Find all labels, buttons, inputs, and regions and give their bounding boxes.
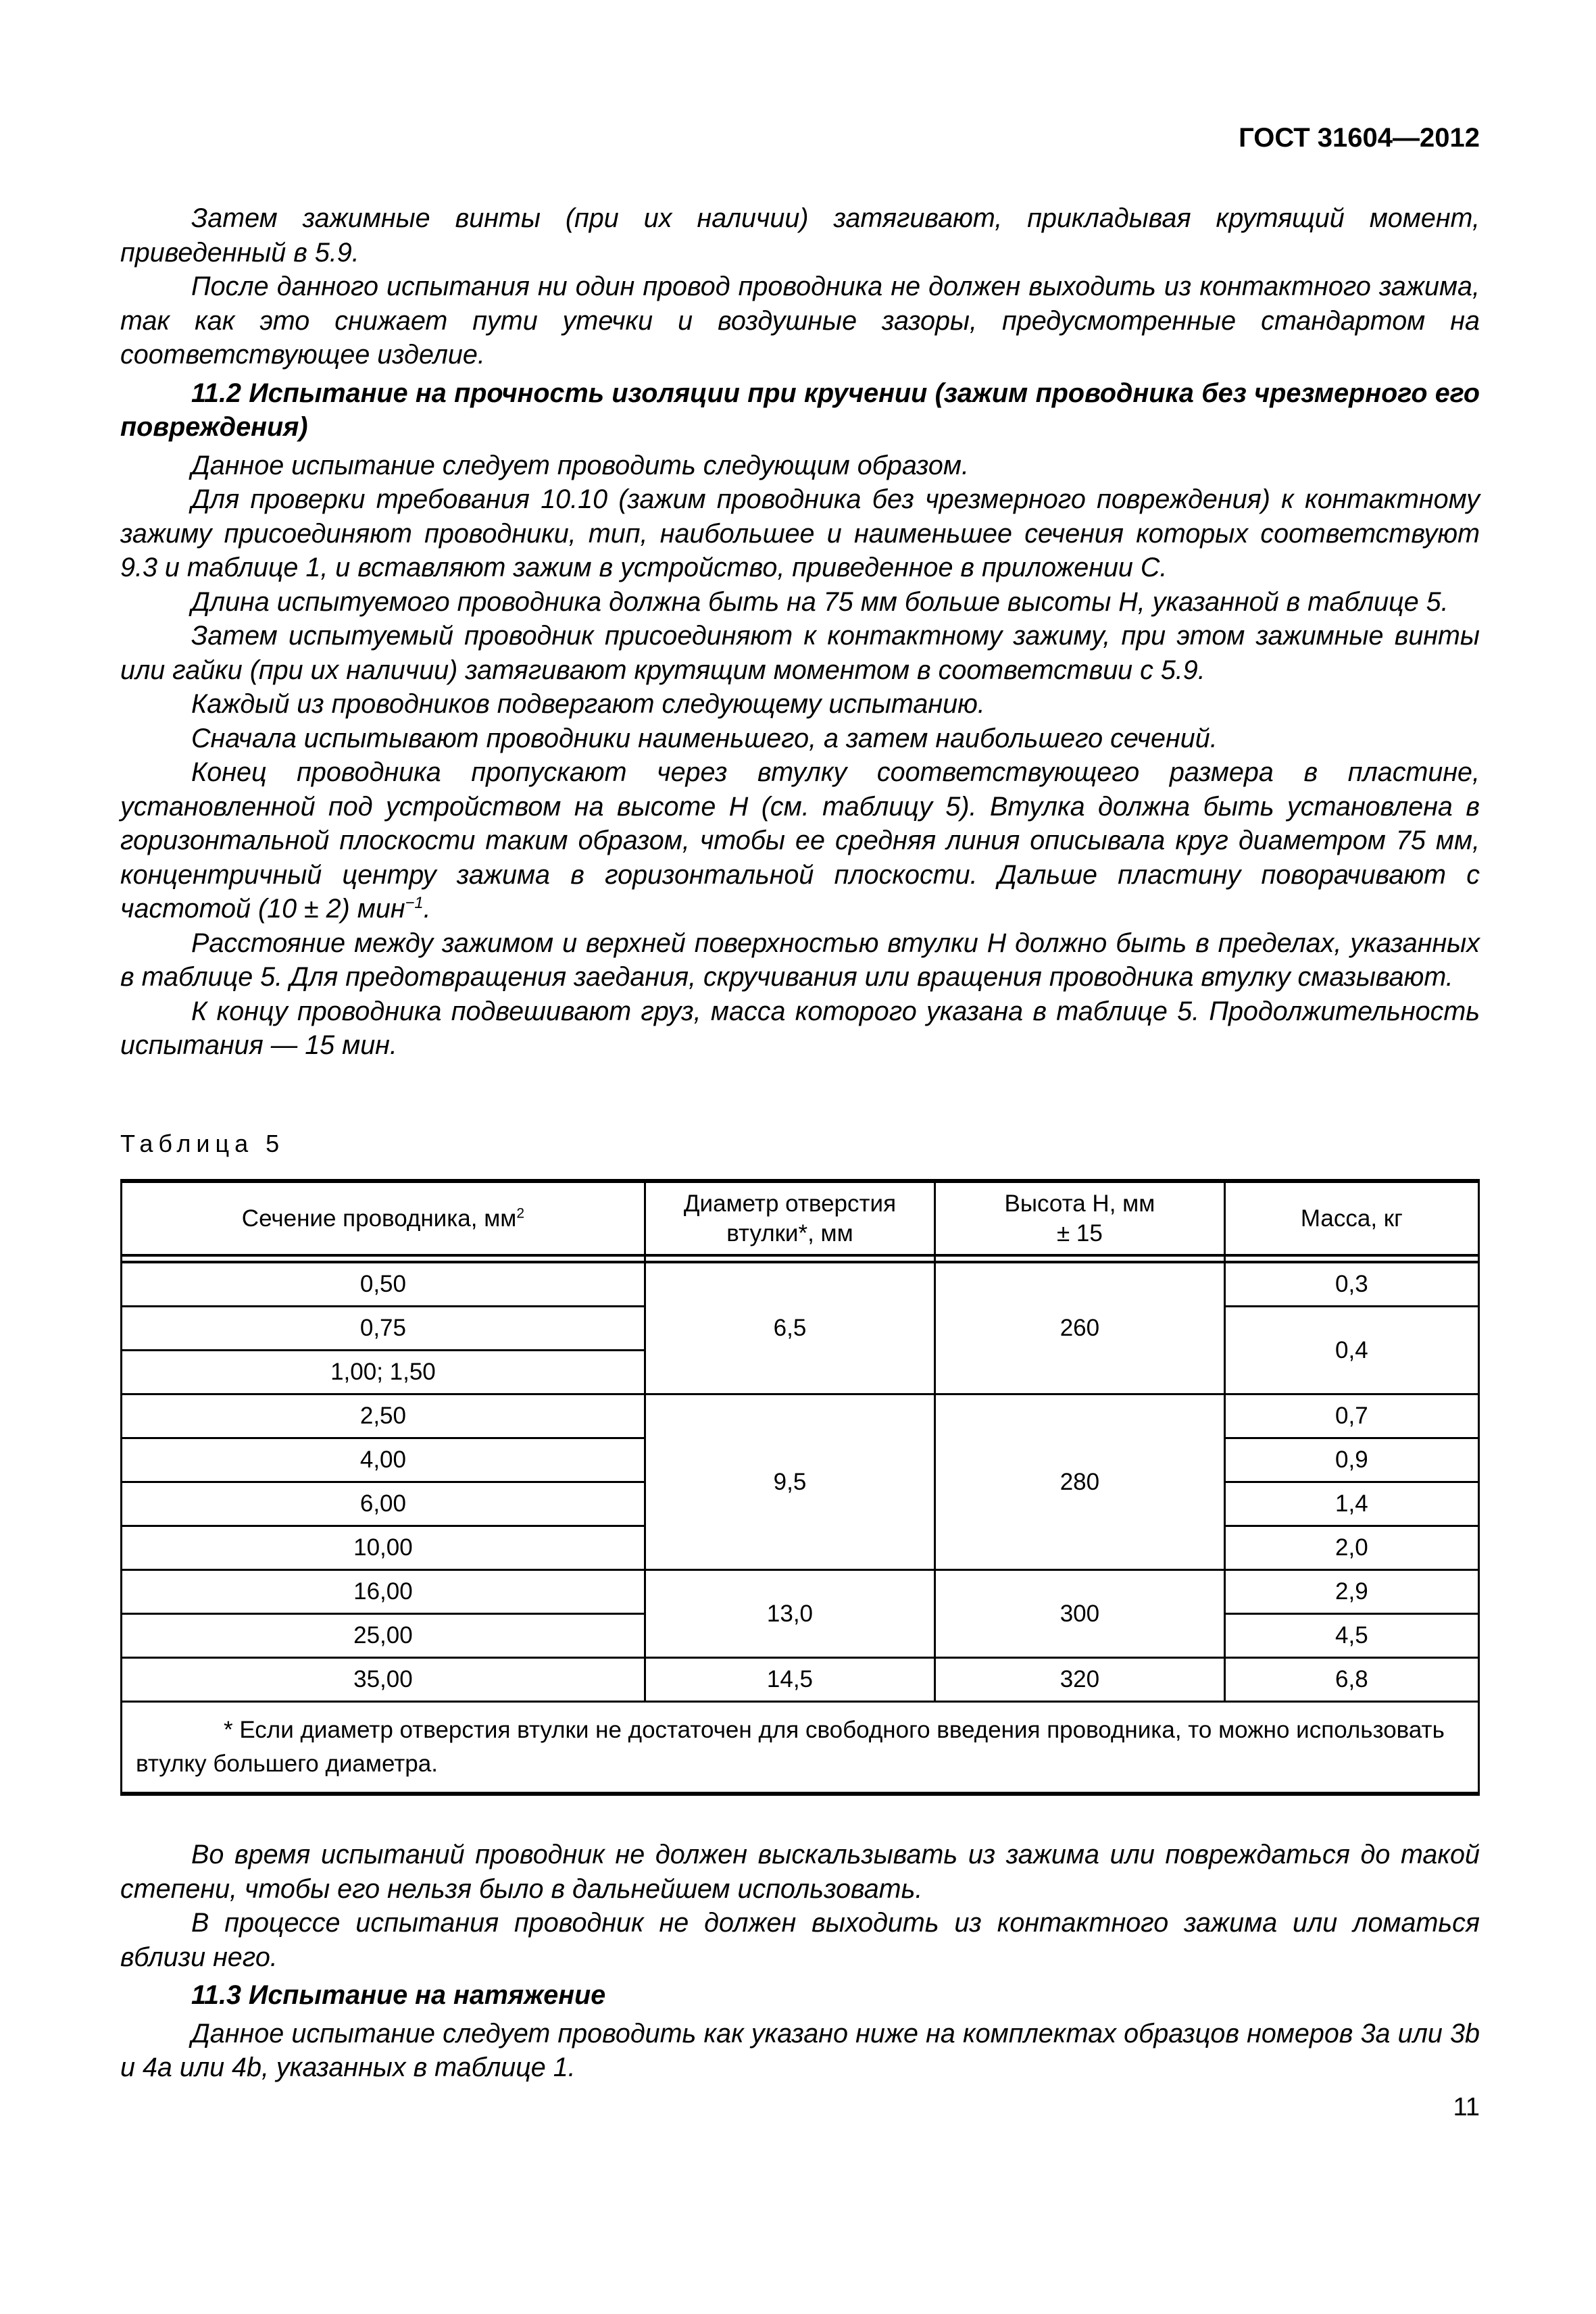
- separator-cell: [122, 1255, 645, 1262]
- header-section-label: Сечение проводника, мм: [241, 1205, 517, 1232]
- paragraph: Длина испытуемого проводника должна быть на 75 мм больше высоты Н, указанной в таблице 5.: [191, 586, 1449, 617]
- section-heading-11-3: 11.3 Испытание на натяжение: [191, 1980, 606, 2010]
- cell-diameter: 13,0: [645, 1570, 934, 1658]
- cell-mass: 0,7: [1224, 1394, 1478, 1438]
- cell-height: 260: [935, 1262, 1225, 1394]
- cell-height: 300: [935, 1570, 1225, 1658]
- paragraph: К концу проводника подвешивают груз, масса которого указана в таблице 5. Продолжительность испытания — 15 мин.: [120, 996, 1480, 1060]
- cell-section: 0,50: [122, 1262, 645, 1307]
- table-footnote: [122, 1702, 1479, 1794]
- paragraph-text: Конец проводника пропускают через втулку соответствующего размера в пластине, установленной под устройством на высоте Н (см. таблицу 5). Втулка должна быть установлена в горизонтальной плоскости таким образом, чтобы ее средняя линия описывала круг диаметром 75 мм, концентричный центру зажима в горизонтальной плоскости. Дальше пластину поворачивают с частотой (10 ± 2) мин: [120, 757, 1480, 924]
- cell-section: 1,00; 1,50: [122, 1351, 645, 1394]
- table-row: [122, 1658, 1479, 1702]
- cell-section: 35,00: [122, 1658, 645, 1702]
- cell-section: 4,00: [122, 1438, 645, 1482]
- cell-height: 320: [935, 1658, 1225, 1702]
- cell-section: 10,00: [122, 1526, 645, 1570]
- document-code-header: ГОСТ 31604—2012: [1239, 123, 1480, 153]
- paragraph: Данное испытание следует проводить следующим образом.: [191, 450, 969, 480]
- cell-mass: 0,3: [1224, 1262, 1478, 1307]
- table-header-row: [122, 1181, 1479, 1255]
- separator-cell: [1224, 1255, 1478, 1262]
- cell-height: 280: [935, 1394, 1225, 1570]
- cell-mass: 2,0: [1224, 1526, 1478, 1570]
- superscript: 2: [516, 1205, 525, 1221]
- cell-diameter: 14,5: [645, 1658, 934, 1702]
- cell-section: 6,00: [122, 1482, 645, 1526]
- header-diameter-line2: втулки*, мм: [726, 1219, 853, 1247]
- separator-cell: [935, 1255, 1225, 1262]
- cell-mass: 1,4: [1224, 1482, 1478, 1526]
- table-5: [120, 1179, 1480, 1796]
- cell-section: 16,00: [122, 1570, 645, 1614]
- paragraph: После данного испытания ни один провод проводника не должен выходить из контактного зажима, так как это снижает пути утечки и воздушные зазоры, предусмотренные стандартом на соответствующее изделие.: [120, 272, 1480, 370]
- header-section: [122, 1181, 645, 1255]
- paragraph: [120, 755, 1480, 926]
- page-number: 11: [1453, 2093, 1480, 2121]
- header-height-line2: ± 15: [1056, 1219, 1103, 1247]
- cell-section: 0,75: [122, 1307, 645, 1351]
- header-diameter: [645, 1181, 934, 1255]
- paragraph-end: .: [423, 894, 431, 924]
- cell-diameter: 6,5: [645, 1262, 934, 1394]
- table-row: [122, 1570, 1479, 1614]
- paragraph: Затем зажимные винты (при их наличии) затягивают, прикладывая крутящий момент, приведенный в 5.9.: [120, 203, 1480, 268]
- body-text-lower: [120, 1838, 1480, 2085]
- paragraph: Затем испытуемый проводник присоединяют к контактному зажиму, при этом зажимные винты или гайки (при их наличии) затягивают крутящим моментом в соответствии с 5.9.: [120, 621, 1480, 685]
- header-separator: [122, 1255, 1479, 1262]
- paragraph: Каждый из проводников подвергают следующему испытанию.: [191, 689, 985, 719]
- table-row: [122, 1262, 1479, 1307]
- footnote-text: * Если диаметр отверстия втулки не достаточен для свободного введения проводника, то можно использовать втулку большего диаметра.: [136, 1717, 1445, 1777]
- header-mass: Масса, кг: [1224, 1181, 1478, 1255]
- paragraph: Расстояние между зажимом и верхней поверхностью втулки Н должно быть в пределах, указанных в таблице 5. Для предотвращения заедания, скручивания или вращения проводника втулку смазывают.: [120, 928, 1480, 992]
- paragraph: Сначала испытывают проводники наименьшего, а затем наибольшего сечений.: [191, 723, 1218, 753]
- paragraph: Данное испытание следует проводить как указано ниже на комплектах образцов номеров 3а или 3b и 4а или 4b, указанных в таблице 1.: [120, 2018, 1480, 2082]
- cell-mass: 2,9: [1224, 1570, 1478, 1614]
- cell-mass: 0,9: [1224, 1438, 1478, 1482]
- cell-diameter: 9,5: [645, 1394, 934, 1570]
- cell-mass: 0,4: [1224, 1307, 1478, 1394]
- table-footnote-row: [122, 1702, 1479, 1794]
- body-text-upper: [120, 201, 1480, 1063]
- superscript: −1: [405, 894, 424, 912]
- paragraph: Для проверки требования 10.10 (зажим проводника без чрезмерного повреждения) к контактному зажиму присоединяют проводники, тип, наибольшее и наименьшее сечения которых соответствуют 9.3 и таблице 1, и вставляют зажим в устройство, приведенное в приложении С.: [120, 484, 1480, 582]
- header-diameter-line1: Диаметр отверстия: [683, 1190, 897, 1217]
- cell-section: 2,50: [122, 1394, 645, 1438]
- table-row: [122, 1394, 1479, 1438]
- cell-mass: 6,8: [1224, 1658, 1478, 1702]
- cell-section: 25,00: [122, 1614, 645, 1658]
- paragraph: Во время испытаний проводник не должен выскальзывать из зажима или повреждаться до такой степени, чтобы его нельзя было в дальнейшем использовать.: [120, 1840, 1480, 1904]
- section-heading-11-2: 11.2 Испытание на прочность изоляции при кручении (зажим проводника без чрезмерного его повреждения): [120, 378, 1480, 442]
- table-caption: Таблица 5: [120, 1130, 285, 1157]
- header-height: [935, 1181, 1225, 1255]
- header-height-line1: Высота Н, мм: [1004, 1190, 1155, 1217]
- paragraph: В процессе испытания проводник не должен выходить из контактного зажима или ломаться вблизи него.: [120, 1908, 1480, 1972]
- cell-mass: 4,5: [1224, 1614, 1478, 1658]
- separator-cell: [645, 1255, 934, 1262]
